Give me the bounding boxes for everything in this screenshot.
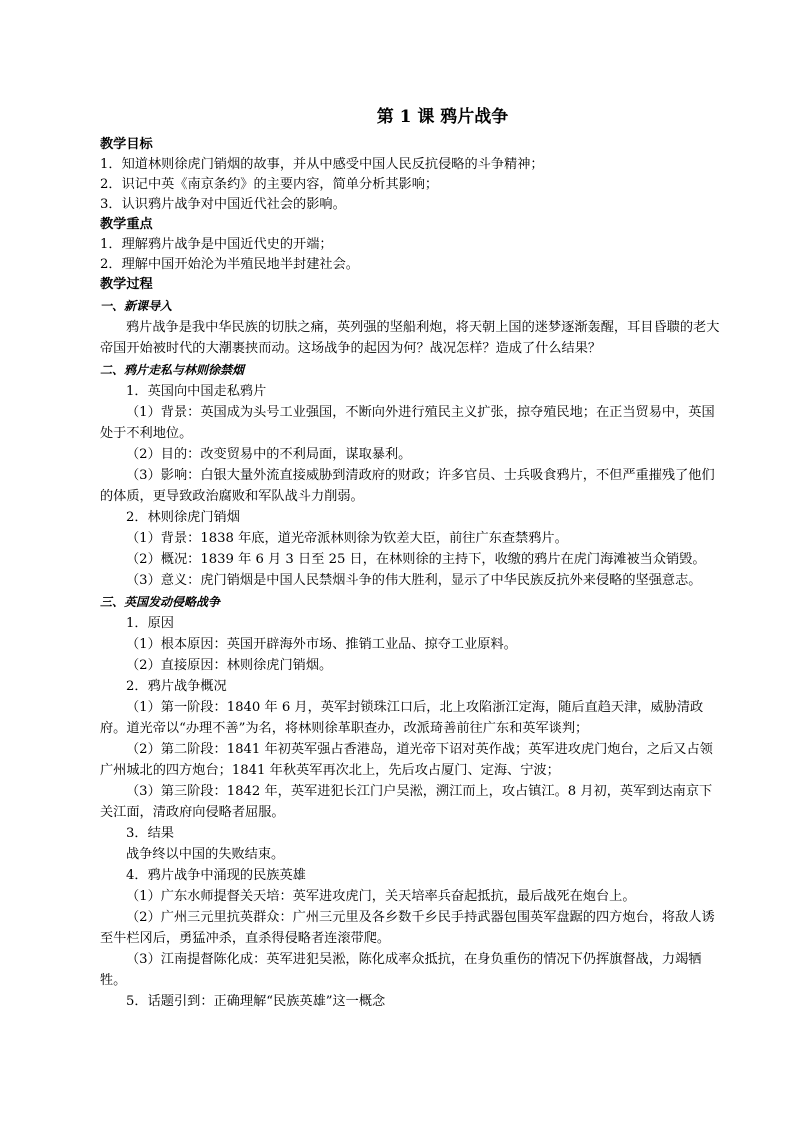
topic-title: 4．鸦片战争中涌现的民族英雄	[126, 868, 306, 883]
paragraph: （2）概况：1839 年 6 月 3 日至 25 日，在林则徐的主持下，收缴的鸦片在虎门海滩被当众销毁。	[126, 552, 706, 567]
paragraph: （3）影响：白银大量外流直接威胁到清政府的财政；许多官员、士兵吸食鸦片，不但严重摧残了他们的体质，更导致政治腐败和军队战斗力削弱。	[100, 468, 715, 504]
paragraph: 战争终以中国的失败结束。	[126, 847, 285, 862]
paragraph: （1）背景：1838 年底，道光帝派林则徐为钦差大臣，前往广东查禁鸦片。	[126, 531, 568, 546]
document-page	[100, 105, 725, 1012]
paragraph: （3）第三阶段：1842 年，英军进犯长江门户吴淞，溯江而上，攻占镇江。8 月初，英军到达南京下关江面，清政府向侵略者屈服。	[100, 784, 713, 820]
goal-item: 2．识记中英《南京条约》的主要内容，简单分析其影响；	[100, 177, 439, 192]
key-points-heading: 教学重点	[100, 217, 153, 232]
key-point-item: 1．理解鸦片战争是中国近代史的开端；	[100, 237, 333, 252]
paragraph: （1）广东水师提督关天培：英军进攻虎门，关天培率兵奋起抵抗，最后战死在炮台上。	[126, 889, 636, 904]
paragraph: （2）目的：改变贸易中的不利局面，谋取暴利。	[126, 447, 412, 462]
topic-title: 2．鸦片战争概况	[126, 679, 227, 694]
paragraph: （3）意义：虎门销烟是中国人民禁烟斗争的伟大胜利，显示了中华民族反抗外来侵略的坚强意志。	[126, 573, 702, 588]
topic-title: 2．林则徐虎门销烟	[126, 510, 240, 525]
topic-title: 3．结果	[126, 826, 174, 841]
goal-item: 1．知道林则徐虎门销烟的故事，并从中感受中国人民反抗侵略的斗争精神；	[100, 157, 544, 172]
paragraph: （3）江南提督陈化成：英军进犯吴淞，陈化成率众抵抗，在身负重伤的情况下仍挥旗督战，力竭牺牲。	[100, 952, 702, 988]
page-title: 第 1 课 鸦片战争	[376, 107, 509, 127]
paragraph: （1）背景：英国成为头号工业强国，不断向外进行殖民主义扩张，掠夺殖民地；在正当贸易中，英国处于不利地位。	[100, 405, 715, 441]
section-heading-intro: 一、新课导入	[100, 299, 173, 313]
paragraph: （2）直接原因：林则徐虎门销烟。	[126, 658, 333, 673]
topic-title: 5．话题引到：正确理解“民族英雄”这一概念	[126, 994, 386, 1009]
goal-item: 3．认识鸦片战争对中国近代社会的影响。	[100, 197, 346, 212]
key-point-item: 2．理解中国开始沦为半殖民地半封建社会。	[100, 257, 359, 272]
process-heading: 教学过程	[100, 277, 153, 292]
section-heading-war: 三、英国发动侵略战争	[100, 595, 221, 609]
paragraph: （2）第二阶段：1841 年初英军强占香港岛，道光帝下诏对英作战；英军进攻虎门炮台，之后又占领广州城北的四方炮台；1841 年秋英军再次北上，先后攻占厦门、定海、宁波；	[100, 742, 713, 778]
topic-title: 1．英国向中国走私鸦片	[126, 384, 267, 399]
paragraph: （1）第一阶段：1840 年 6 月，英军封锁珠江口后，北上攻陷浙江定海，随后直趋天津，威胁清政府。道光帝以“办理不善”为名，将林则徐革职查办，改派琦善前往广东和英军谈判；	[100, 700, 704, 736]
paragraph: （2）广州三元里抗英群众：广州三元里及各乡数千乡民手持武器包围英军盘踞的四方炮台，将敌人诱至牛栏冈后，勇猛冲杀，直杀得侵略者连滚带爬。	[100, 910, 715, 946]
goals-heading: 教学目标	[100, 137, 153, 152]
intro-paragraph: 鸦片战争是我中华民族的切肤之痛，英列强的坚船利炮，将天朝上国的迷梦逐渐轰醒，耳目昏聩的老大帝国开始被时代的大潮裹挟而动。这场战争的起因为何？战况怎样？造成了什么结果？	[100, 320, 720, 356]
topic-title: 1．原因	[126, 616, 174, 631]
paragraph: （1）根本原因：英国开辟海外市场、推销工业品、掠夺工业原料。	[126, 637, 517, 652]
section-heading-opium: 二、鸦片走私与林则徐禁烟	[100, 363, 245, 377]
